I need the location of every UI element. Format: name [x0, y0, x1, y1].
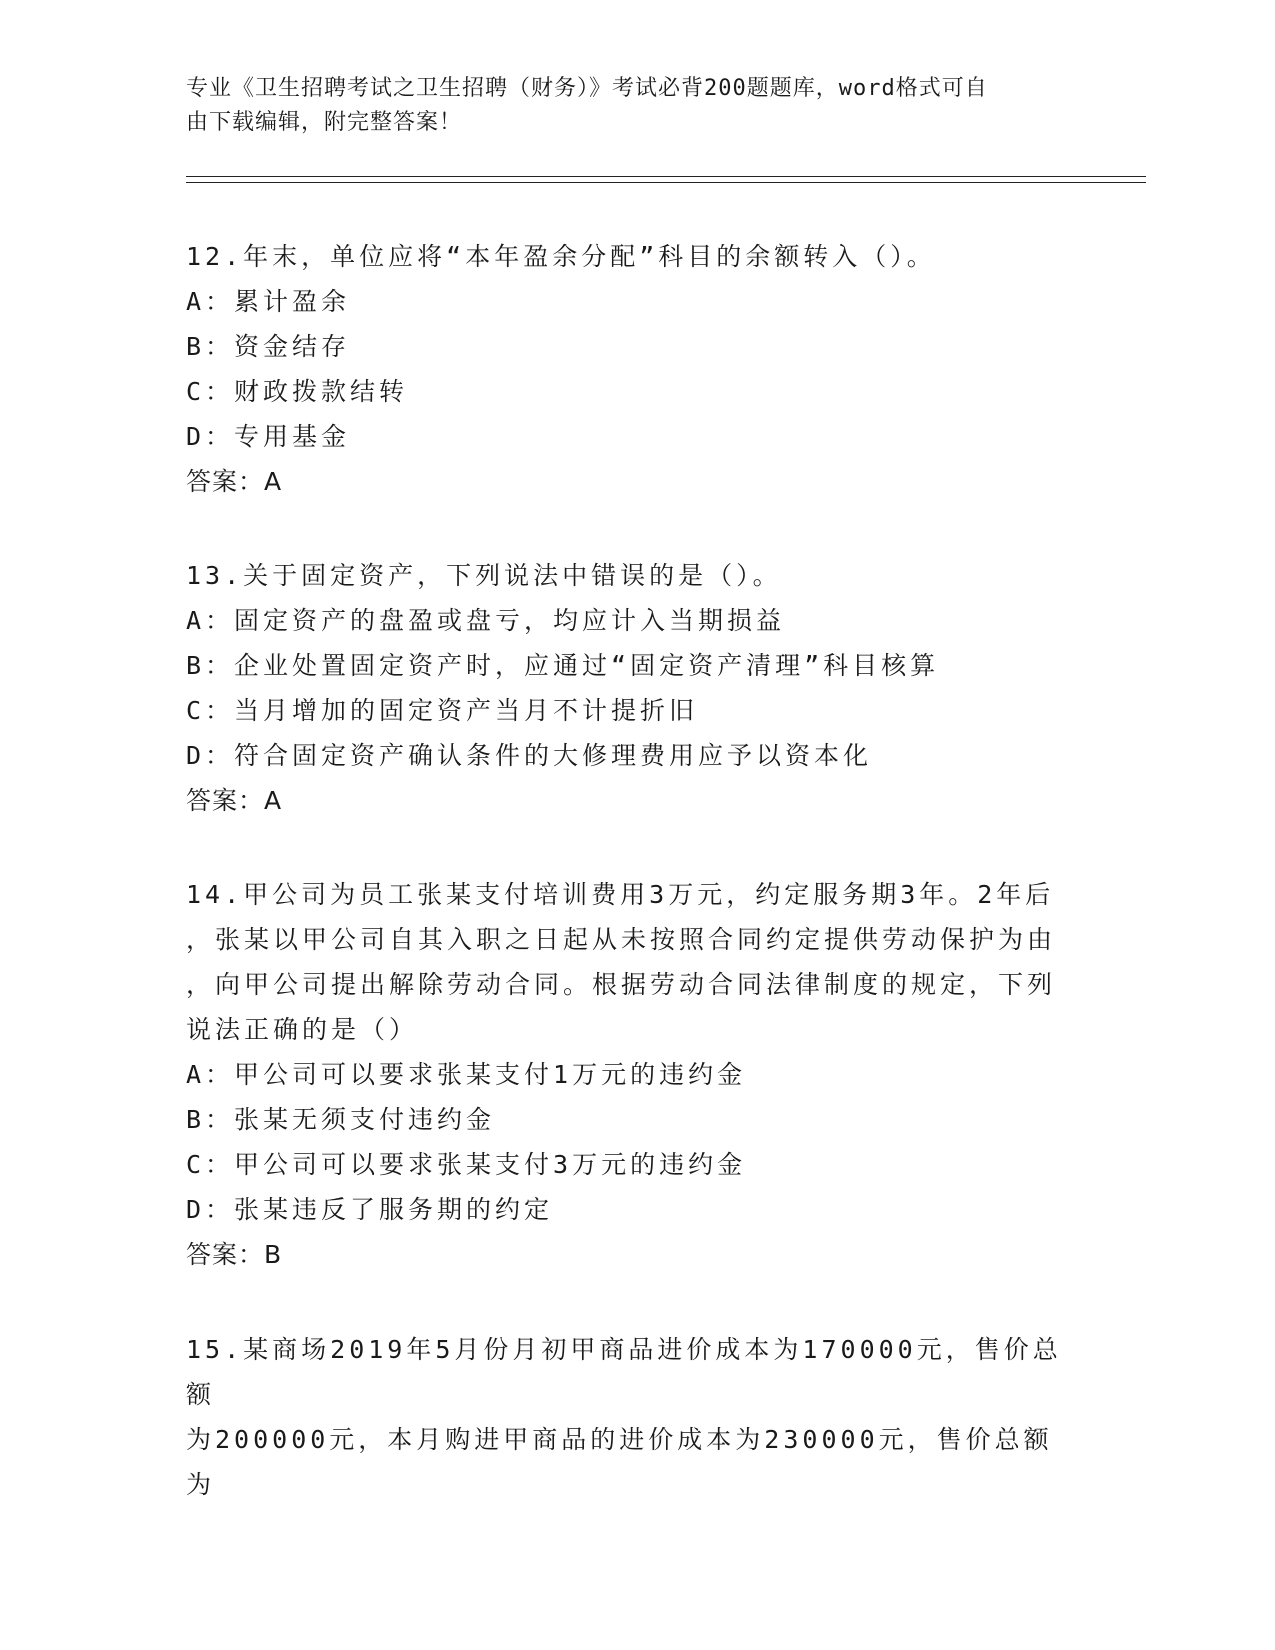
question-15 — [186, 1327, 1066, 1507]
option-b: B：张某无须支付违约金 — [186, 1105, 496, 1134]
header-divider-bottom — [186, 182, 1146, 183]
question-stem-line: 14.甲公司为员工张某支付培训费用3万元，约定服务期3年。2年后 — [186, 880, 1055, 909]
option-c: C：财政拨款结转 — [186, 377, 409, 406]
option-d: D：专用基金 — [186, 422, 351, 451]
question-stem-line: 为200000元，本月购进甲商品的进价成本为230000元，售价总额为 — [186, 1425, 1053, 1499]
header-title-line-1: 专业《卫生招聘考试之卫生招聘（财务）》考试必背200题题库，word格式可自 — [186, 76, 988, 101]
option-b: B：企业处置固定资产时，应通过“固定资产清理”科目核算 — [186, 651, 940, 680]
option-d: D：张某违反了服务期的约定 — [186, 1195, 554, 1224]
header-divider-top — [186, 176, 1146, 177]
option-d: D：符合固定资产确认条件的大修理费用应予以资本化 — [186, 741, 873, 770]
answer: 答案：A — [186, 467, 283, 496]
option-a: A：累计盈余 — [186, 287, 351, 316]
option-a: A：固定资产的盘盈或盘亏，均应计入当期损益 — [186, 606, 786, 635]
question-stem: 12.年末，单位应将“本年盈余分配”科目的余额转入（）。 — [186, 242, 936, 271]
option-a: A：甲公司可以要求张某支付1万元的违约金 — [186, 1060, 747, 1089]
document-header — [186, 72, 1066, 140]
question-stem: 13.关于固定资产，下列说法中错误的是（）。 — [186, 561, 782, 590]
answer: 答案：A — [186, 786, 283, 815]
question-14 — [186, 872, 1066, 1277]
option-b: B：资金结存 — [186, 332, 351, 361]
question-13 — [186, 553, 1066, 823]
answer: 答案：B — [186, 1240, 283, 1269]
question-stem-line: ，张某以甲公司自其入职之日起从未按照合同约定提供劳动保护为由 — [186, 925, 1057, 954]
header-title-line-2: 由下载编辑，附完整答案！ — [186, 110, 463, 135]
question-stem-line: 15.某商场2019年5月份月初甲商品进价成本为170000元，售价总额 — [186, 1335, 1062, 1409]
option-c: C：甲公司可以要求张某支付3万元的违约金 — [186, 1150, 747, 1179]
question-stem-line: ，向甲公司提出解除劳动合同。根据劳动合同法律制度的规定，下列 — [186, 970, 1057, 999]
question-12 — [186, 234, 1066, 504]
question-stem-line: 说法正确的是（） — [186, 1015, 419, 1044]
option-c: C：当月增加的固定资产当月不计提折旧 — [186, 696, 699, 725]
